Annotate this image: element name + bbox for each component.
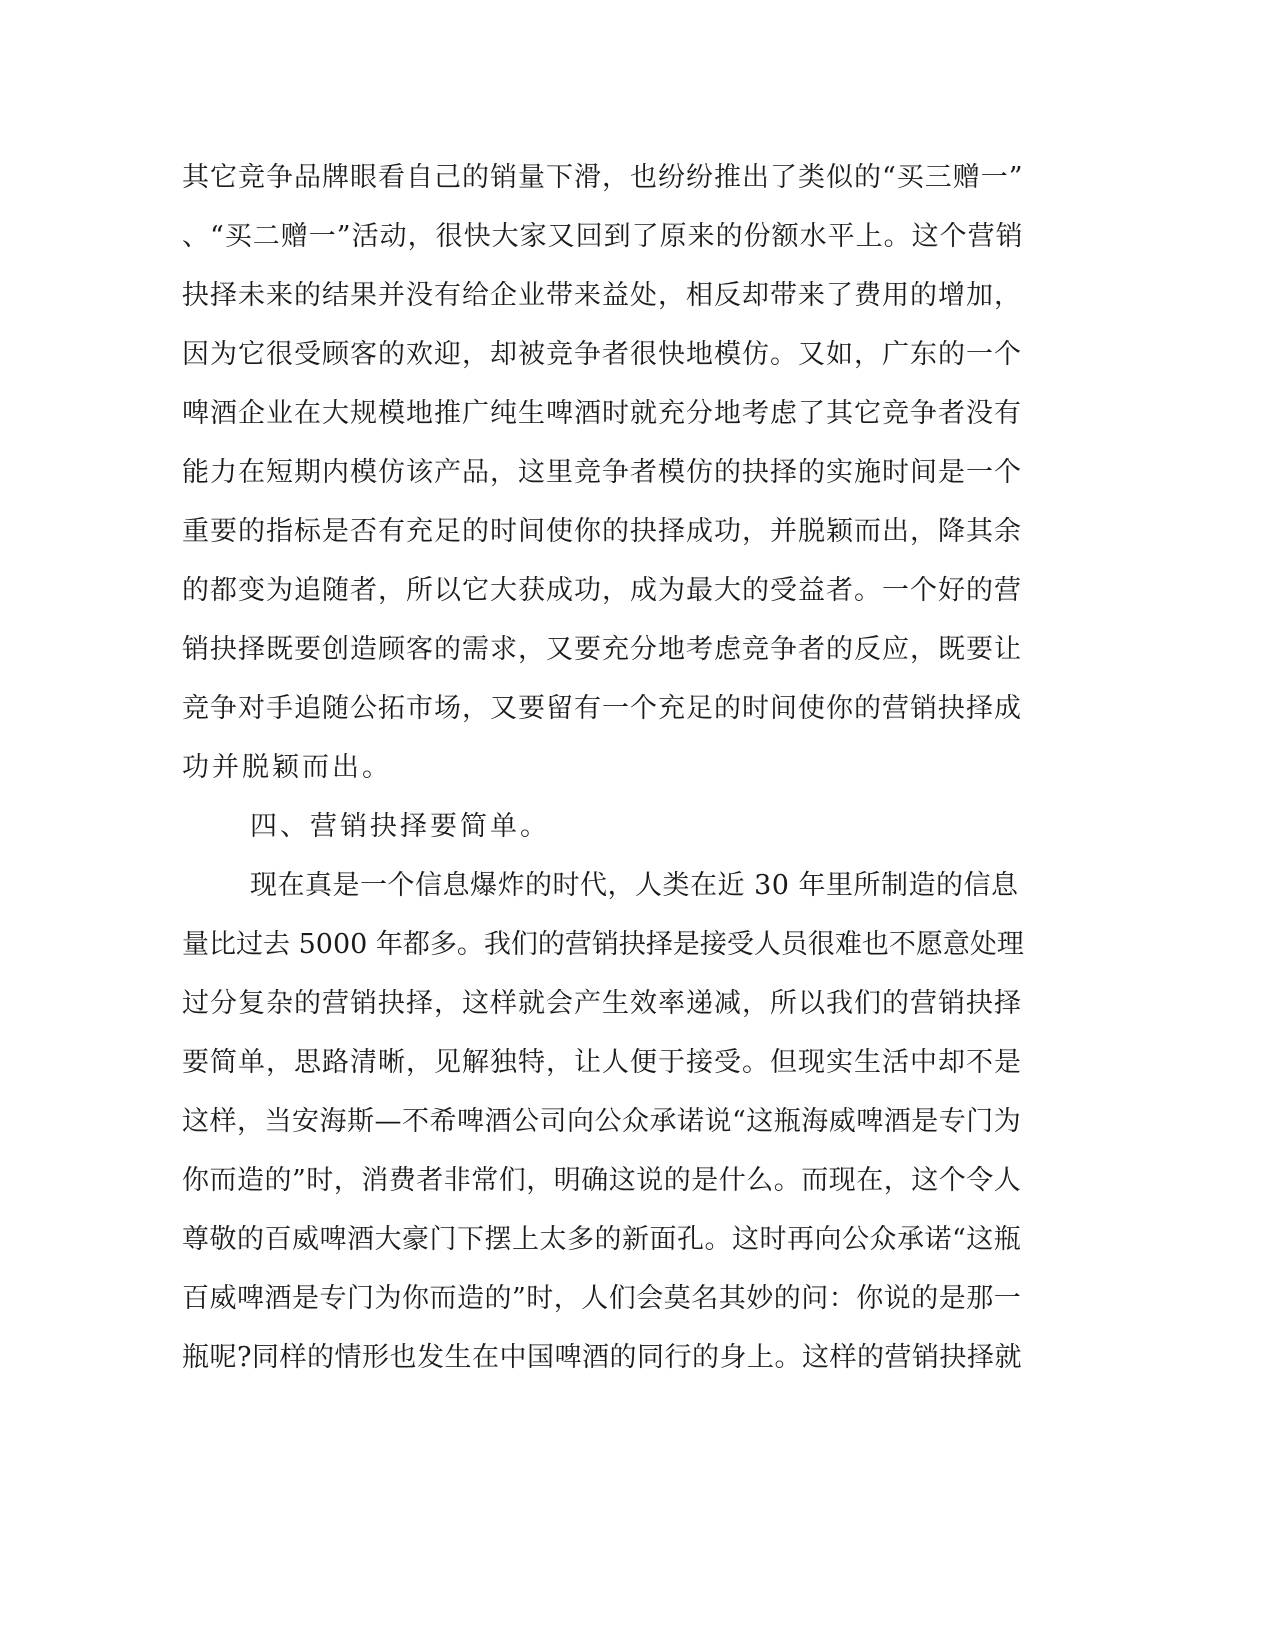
body-text-line: 重要的指标是否有充足的时间使你的抉择成功，并脱颖而出，降其余	[182, 516, 1022, 547]
body-text-line: 抉择未来的结果并没有给企业带来益处，相反却带来了费用的增加，	[182, 280, 1022, 311]
body-text-line: 竞争对手追随公拓市场，又要留有一个充足的时间使你的营销抉择成	[182, 693, 1022, 724]
body-text-line: 过分复杂的营销抉择，这样就会产生效率递减，所以我们的营销抉择	[182, 988, 1022, 1019]
body-text-line: 现在真是一个信息爆炸的时代，人类在近 30 年里所制造的信息	[250, 870, 1019, 901]
body-text-line: 能力在短期内模仿该产品，这里竞争者模仿的抉择的实施时间是一个	[182, 457, 1022, 488]
body-text-line: 因为它很受顾客的欢迎，却被竞争者很快地模仿。又如，广东的一个	[182, 339, 1022, 370]
body-text-line: 功并脱颖而出。	[182, 752, 392, 783]
body-text-line: 销抉择既要创造顾客的需求，又要充分地考虑竞争者的反应，既要让	[182, 634, 1022, 665]
body-text-line: 这样，当安海斯—不希啤酒公司向公众承诺说“这瓶海威啤酒是专门为	[182, 1106, 1022, 1137]
section-heading: 四、营销抉择要简单。	[250, 811, 550, 842]
body-text-line: 要简单，思路清晰，见解独特，让人便于接受。但现实生活中却不是	[182, 1047, 1022, 1078]
body-text-line: 尊敬的百威啤酒大豪门下摆上太多的新面孔。这时再向公众承诺“这瓶	[182, 1224, 1022, 1255]
body-text-line: 其它竞争品牌眼看自己的销量下滑，也纷纷推出了类似的“买三赠一”	[182, 162, 1024, 193]
body-text-line: 量比过去 5000 年都多。我们的营销抉择是接受人员很难也不愿意处理	[182, 929, 1024, 960]
body-text-line: 、“买二赠一”活动，很快大家又回到了原来的份额水平上。这个营销	[182, 221, 1024, 252]
body-text-line: 百威啤酒是专门为你而造的”时，人们会莫名其妙的问：你说的是那一	[182, 1283, 1022, 1314]
body-text-line: 你而造的”时，消费者非常们，明确这说的是什么。而现在，这个令人	[182, 1165, 1022, 1196]
body-text-line: 的都变为追随者，所以它大获成功，成为最大的受益者。一个好的营	[182, 575, 1022, 606]
body-text-line: 瓶呢?同样的情形也发生在中国啤酒的同行的身上。这样的营销抉择就	[182, 1342, 1022, 1373]
body-text-line: 啤酒企业在大规模地推广纯生啤酒时就充分地考虑了其它竞争者没有	[182, 398, 1022, 429]
